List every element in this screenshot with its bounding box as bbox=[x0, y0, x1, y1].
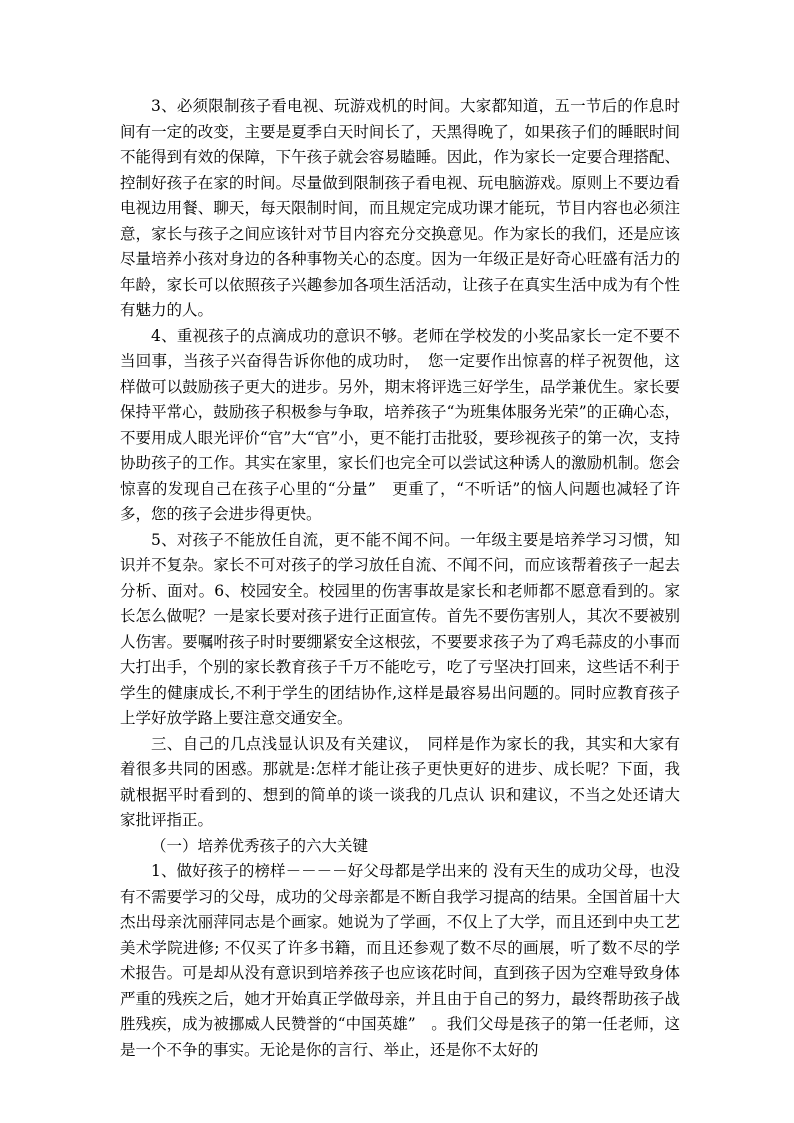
paragraph-small-success: 4、重视孩子的点滴成功的意识不够。老师在学校发的小奖品家长一定不要不当回事，当孩子兴奋得告诉你他的成功时， 您一定要作出惊喜的样子祝贺他，这样做可以鼓励孩子更大的进步。另外，期末将评选三好学生，品学兼优生。家长要保持平常心，鼓励孩子积极参与争取，培养孩子“为班集体服务光荣”的正确心态，不要用成人眼光评价“官”大“官”小，更不能打击批驳，要珍视孩子的第一次，支持协助孩子的工作。其实在家里，家长们也完全可以尝试这种诱人的激励机制。您会惊喜的发现自己在孩子心里的“分量” 更重了，“不听话”的恼人问题也减轻了许多，您的孩子会进步得更快。 bbox=[120, 326, 680, 523]
document-page bbox=[120, 94, 680, 1063]
paragraph-limit-tv: 3、必须限制孩子看电视、玩游戏机的时间。大家都知道，五一节后的作息时间有一定的改变，主要是夏季白天时间长了，天黑得晚了，如果孩子们的睡眠时间不能得到有效的保障，下午孩子就会容易瞌睡。因此，作为家长一定要合理搭配、控制好孩子在家的时间。尽量做到限制孩子看电视、玩电脑游戏。原则上不要边看电视边用餐、聊天，每天限制时间，而且规定完成功课才能玩，节目内容也必须注意，家长与孩子之间应该针对节目内容充分交换意见。作为家长的我们，还是应该尽量培养小孩对身边的各种事物关心的态度。因为一年级正是好奇心旺盛有活力的年龄，家长可以依照孩子兴趣参加各项生活活动，让孩子在真实生活中成为有个性有魅力的人。 bbox=[120, 97, 680, 319]
paragraph-suggestions: 三、自己的几点浅显认识及有关建议， 同样是作为家长的我，其实和大家有着很多共同的困惑。那就是:怎样才能让孩子更快更好的进步、成长呢？下面，我就根据平时看到的、想到的简单的谈一谈我的几点认 识和建议，不当之处还请大家批评指正。 bbox=[120, 734, 680, 829]
paragraph-no-neglect: 5、对孩子不能放任自流，更不能不闻不问。一年级主要是培养学习习惯，知识并不复杂。家长不可对孩子的学习放任自流、不闻不问，而应该帮着孩子一起去分析、面对。6、校园安全。校园里的伤害事故是家长和老师都不愿意看到的。家长怎么做呢？一是家长要对孩子进行正面宣传。首先不要伤害别人，其次不要被别人伤害。要嘱咐孩子时时要绷紧安全这根弦，不要要求孩子为了鸡毛蒜皮的小事而大打出手，个别的家长教育孩子千万不能吃亏，吃了亏坚决打回来，这些话不利于学生的健康成长,不利于学生的团结协作,这样是最容易出问题的。同时应教育孩子上学好放学路上要注意交通安全。 bbox=[120, 530, 680, 727]
section-sub-heading: （一）培养优秀孩子的六大关键 bbox=[151, 836, 369, 855]
paragraph-role-model: 1、做好孩子的榜样－－－－好父母都是学出来的 没有天生的成功父母，也没有不需要学习的父母，成功的父母亲都是不断自我学习提高的结果。全国首届十大杰出母亲沈丽萍同志是个画家。她说为了学画，不仅上了大学，而且还到中央工艺美术学院进修; 不仅买了许多书籍，而且还参观了数不尽的画展，听了数不尽的学术报告。可是却从没有意识到培养孩子也应该花时间，直到孩子因为空难导致身体严重的残疾之后，她才开始真正学做母亲，并且由于自己的努力，最终帮助孩子战胜残疾，成为被挪威人民赞誉的“中国英雄” 。我们父母是孩子的第一任老师，这是一个不争的事实。无论是你的言行、举止，还是你不太好的 bbox=[120, 862, 680, 1059]
